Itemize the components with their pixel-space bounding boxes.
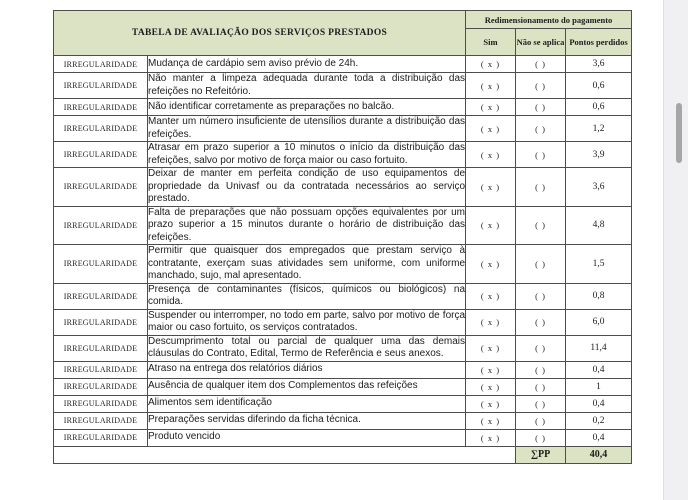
row-sim-mark: ( x ) (466, 206, 516, 245)
row-description: Falta de preparações que não possuam opções equivalentes por um prazo superior a 15 minutos durante o horário de distribuição das refeições. (148, 206, 466, 243)
table-row (54, 412, 632, 429)
row-description: Alimentos sem identificação (148, 395, 466, 412)
table-row (54, 245, 632, 284)
row-nao-se-aplica-mark: ( ) (516, 429, 566, 446)
row-pontos-perdidos: 11,4 (566, 335, 632, 361)
row-category-label: IRREGULARIDADE (54, 56, 148, 73)
scrollbar-thumb[interactable] (676, 103, 682, 163)
row-description: Não identificar corretamente as preparações no balcão. (148, 99, 466, 116)
row-description: Produto vencido (148, 429, 466, 446)
row-nao-se-aplica-mark: ( ) (516, 395, 566, 412)
column-header-sim: Sim (466, 29, 516, 56)
row-category-label: IRREGULARIDADE (54, 142, 148, 168)
table-row (54, 361, 632, 378)
row-sim-mark: ( x ) (466, 56, 516, 73)
sum-row-spacer (54, 446, 516, 463)
table-row (54, 142, 632, 168)
row-sim-mark: ( x ) (466, 283, 516, 309)
row-pontos-perdidos: 6,0 (566, 309, 632, 335)
row-sim-mark: ( x ) (466, 335, 516, 361)
table-title: TABELA DE AVALIAÇÃO DOS SERVIÇOS PRESTADOS (54, 11, 466, 56)
row-sim-mark: ( x ) (466, 429, 516, 446)
row-nao-se-aplica-mark: ( ) (516, 378, 566, 395)
row-category-label: IRREGULARIDADE (54, 206, 148, 245)
row-description: Atraso na entrega dos relatórios diários (148, 361, 466, 378)
scrollbar-track[interactable] (663, 0, 688, 500)
row-nao-se-aplica-mark: ( ) (516, 309, 566, 335)
row-pontos-perdidos: 0,2 (566, 412, 632, 429)
row-sim-mark: ( x ) (466, 309, 516, 335)
table-row (54, 395, 632, 412)
row-category-label: IRREGULARIDADE (54, 168, 148, 207)
row-sim-mark: ( x ) (466, 412, 516, 429)
table-row (54, 335, 632, 361)
row-pontos-perdidos: 3,6 (566, 56, 632, 73)
row-category-label: IRREGULARIDADE (54, 395, 148, 412)
row-nao-se-aplica-mark: ( ) (516, 412, 566, 429)
row-category-label: IRREGULARIDADE (54, 412, 148, 429)
row-category-label: IRREGULARIDADE (54, 361, 148, 378)
row-category-label: IRREGULARIDADE (54, 99, 148, 116)
row-sim-mark: ( x ) (466, 73, 516, 99)
row-nao-se-aplica-mark: ( ) (516, 116, 566, 142)
table-row (54, 73, 632, 99)
row-nao-se-aplica-mark: ( ) (516, 99, 566, 116)
row-pontos-perdidos: 0,6 (566, 99, 632, 116)
row-description: Manter um número insuficiente de utensílios durante a distribuição das refeições. (148, 116, 466, 140)
row-nao-se-aplica-mark: ( ) (516, 245, 566, 284)
row-pontos-perdidos: 0,4 (566, 429, 632, 446)
row-nao-se-aplica-mark: ( ) (516, 283, 566, 309)
table-row (54, 378, 632, 395)
row-sim-mark: ( x ) (466, 116, 516, 142)
table-row (54, 99, 632, 116)
row-nao-se-aplica-mark: ( ) (516, 361, 566, 378)
row-pontos-perdidos: 3,6 (566, 168, 632, 207)
service-evaluation-table (53, 10, 632, 464)
row-description: Mudança de cardápio sem aviso prévio de 24h. (148, 56, 466, 73)
row-description: Preparações servidas diferindo da ficha técnica. (148, 412, 466, 429)
row-nao-se-aplica-mark: ( ) (516, 56, 566, 73)
row-sim-mark: ( x ) (466, 99, 516, 116)
row-nao-se-aplica-mark: ( ) (516, 206, 566, 245)
row-pontos-perdidos: 1 (566, 378, 632, 395)
column-header-nao-se-aplica: Não se aplica (516, 29, 566, 56)
row-pontos-perdidos: 0,8 (566, 283, 632, 309)
table-row (54, 56, 632, 73)
row-nao-se-aplica-mark: ( ) (516, 142, 566, 168)
row-pontos-perdidos: 1,2 (566, 116, 632, 142)
row-pontos-perdidos: 0,4 (566, 395, 632, 412)
row-description: Deixar de manter em perfeita condição de uso equipamentos de propriedade da Univasf ou da contratada necessários ao serviço prestado. (148, 168, 466, 204)
row-category-label: IRREGULARIDADE (54, 245, 148, 284)
row-sim-mark: ( x ) (466, 245, 516, 284)
sum-row (54, 446, 632, 463)
table-row (54, 429, 632, 446)
table-row (54, 309, 632, 335)
row-pontos-perdidos: 4,8 (566, 206, 632, 245)
row-category-label: IRREGULARIDADE (54, 378, 148, 395)
row-category-label: IRREGULARIDADE (54, 116, 148, 142)
row-category-label: IRREGULARIDADE (54, 335, 148, 361)
row-category-label: IRREGULARIDADE (54, 283, 148, 309)
row-description: Ausência de qualquer item dos Complementos das refeições (148, 378, 466, 395)
row-nao-se-aplica-mark: ( ) (516, 335, 566, 361)
row-description: Atrasar em prazo superior a 10 minutos o início da distribuição das refeições, salvo por motivo de força maior ou caso fortuito. (148, 142, 466, 166)
table-body (54, 56, 632, 447)
row-category-label: IRREGULARIDADE (54, 73, 148, 99)
table-row (54, 283, 632, 309)
table-row (54, 116, 632, 142)
row-description: Presença de contaminantes (físicos, químicos ou biológicos) na comida. (148, 283, 466, 307)
sum-pp-value: 40,4 (566, 446, 632, 463)
row-description: Descumprimento total ou parcial de qualquer uma das demais cláusulas do Contrato, Edital, Termo de Referência e seus anexos. (148, 335, 466, 359)
row-description: Suspender ou interromper, no todo em parte, salvo por motivo de força maior ou caso fortuito, os serviços contratados. (148, 309, 466, 333)
row-nao-se-aplica-mark: ( ) (516, 73, 566, 99)
row-sim-mark: ( x ) (466, 378, 516, 395)
row-description: Não manter a limpeza adequada durante toda a distribuição das refeições no Refeitório. (148, 73, 466, 97)
table-row (54, 206, 632, 245)
row-sim-mark: ( x ) (466, 168, 516, 207)
row-category-label: IRREGULARIDADE (54, 429, 148, 446)
row-pontos-perdidos: 0,4 (566, 361, 632, 378)
sum-pp-label: ∑PP (516, 446, 566, 463)
table-row (54, 168, 632, 207)
payment-resize-group-header: Redimensionamento do pagamento (466, 11, 632, 29)
column-header-pontos-perdidos: Pontos perdidos (566, 29, 632, 56)
row-sim-mark: ( x ) (466, 361, 516, 378)
row-pontos-perdidos: 1,5 (566, 245, 632, 284)
row-sim-mark: ( x ) (466, 142, 516, 168)
row-pontos-perdidos: 0,6 (566, 73, 632, 99)
row-description: Permitir que quaisquer dos empregados que prestam serviço à contratante, exerçam suas atividades sem uniforme, com uniforme manchado, sujo, mal apresentado. (148, 245, 466, 281)
row-category-label: IRREGULARIDADE (54, 309, 148, 335)
row-nao-se-aplica-mark: ( ) (516, 168, 566, 207)
row-pontos-perdidos: 3,9 (566, 142, 632, 168)
row-sim-mark: ( x ) (466, 395, 516, 412)
